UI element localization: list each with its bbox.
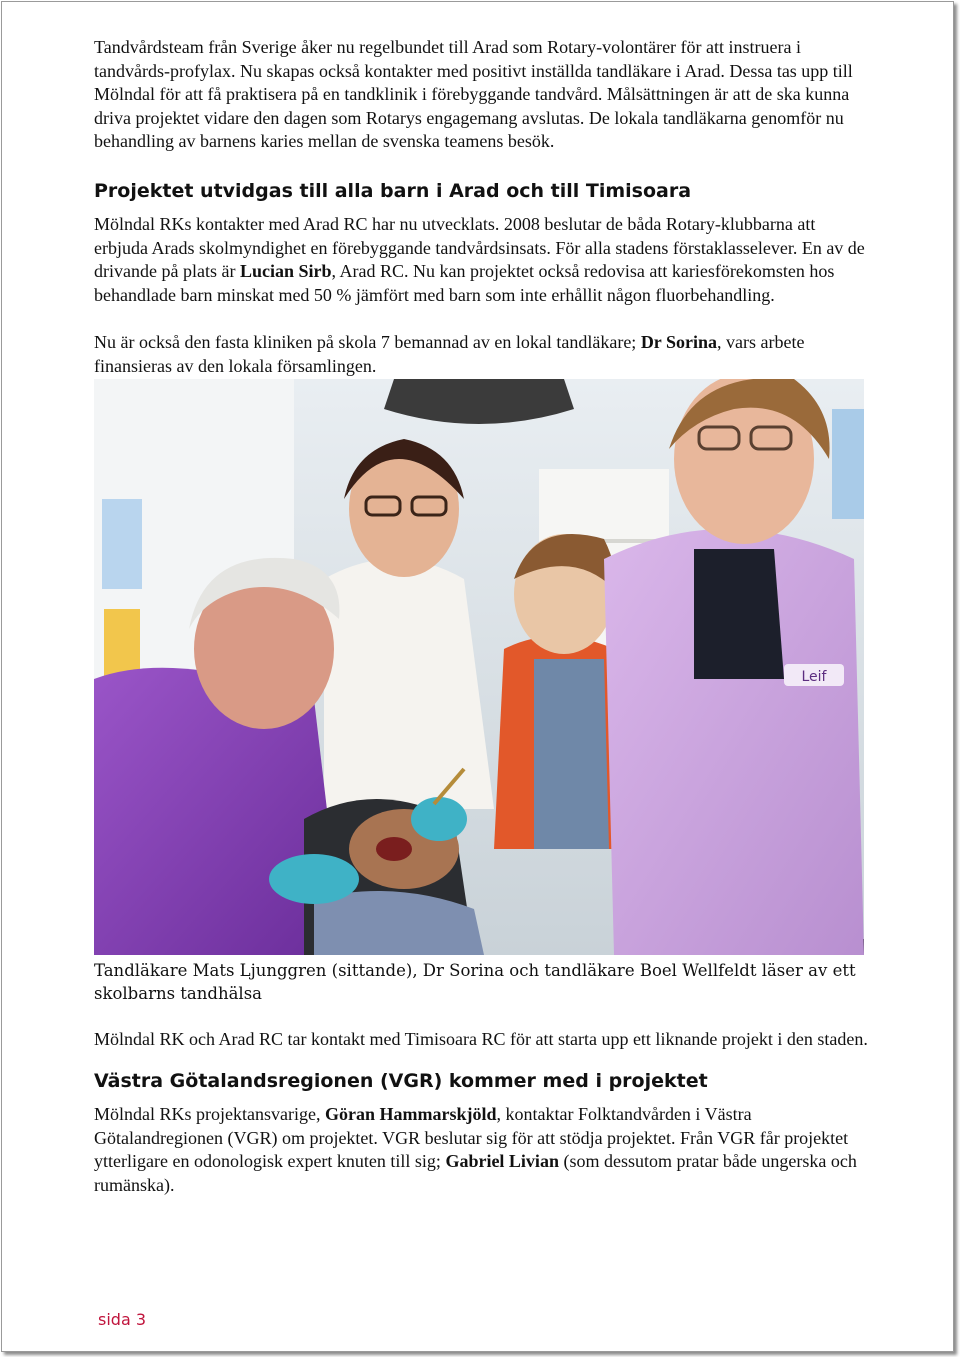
page-number: sida 3 <box>98 1310 147 1329</box>
dental-team-photo <box>94 379 864 955</box>
intro-paragraph: Tandvårdsteam från Sverige åker nu regelbundet till Arad som Rotary-volontärer för att instruera i tandvårds-profylax. Nu skapas också kontakter med positivt inställda tandläkare i Arad. Dessa tas upp till Mölndal för att få praktisera på en tandklinik i förebyggande tandvård. Målsättningen är att de ska kunna driva projektet vidare den dagen som Rotarys engagemang avslutas. De lokala tandläkarna genomför nu behandling av barnens karies mellan de svenska teamens besök. <box>94 37 853 152</box>
photo-caption: Tandläkare Mats Ljunggren (sittande), Dr Sorina och tandläkare Boel Wellfeldt läser av ett skolbarns tandhälsa <box>94 960 856 1003</box>
paragraph-school-clinic: Nu är också den fasta kliniken på skola 7 bemannad av en lokal tandläkare; Dr Sorina, vars arbete finansieras av den lokala församlingen. <box>94 332 805 376</box>
name-gabriel-livian: Gabriel Livian <box>445 1151 559 1172</box>
document-body <box>94 36 869 1198</box>
section-heading-vgr: Västra Götalandsregionen (VGR) kommer med i projektet <box>94 1070 708 1093</box>
name-lucian-sirb: Lucian Sirb <box>239 261 332 282</box>
section-heading-arad-timisoara: Projektet utvidgas till alla barn i Arad och till Timisoara <box>94 179 692 202</box>
paragraph-arad-expansion: Mölndal RKs kontakter med Arad RC har nu utvecklats. 2008 beslutar de båda Rotary-klubbarna att erbjuda Arads skolmyndighet en förebyggande tandvårdsinsats. För alla stadens förstaklasselever. En av de drivande på plats är Lucian Sirb, Arad RC. Nu kan projektet också redovisa att kariesförekomsten hos behandlade barn minskat med 50 % jämfört med barn som inte erhållit någon fluorbehandling. <box>94 213 865 305</box>
paragraph-vgr: Mölndal RKs projektansvarige, Göran Hammarskjöld, kontaktar Folktandvården i Västra Götalandregionen (VGR) om projektet. VGR beslutar sig för att stödja projektet. Från VGR får projektet ytterligare en odonologisk expert knuten till sig; Gabriel Livian (som dessutom pratar både ungerska och rumänska). <box>94 1104 857 1195</box>
name-badge-text: Leif <box>801 668 827 685</box>
paragraph-timisoara: Mölndal RK och Arad RC tar kontakt med Timisoara RC för att starta upp ett liknande projekt i den staden. <box>94 1028 868 1049</box>
name-dr-sorina: Dr Sorina <box>640 332 717 353</box>
name-goran-hammarskjold: Göran Hammarskjöld <box>324 1104 497 1125</box>
